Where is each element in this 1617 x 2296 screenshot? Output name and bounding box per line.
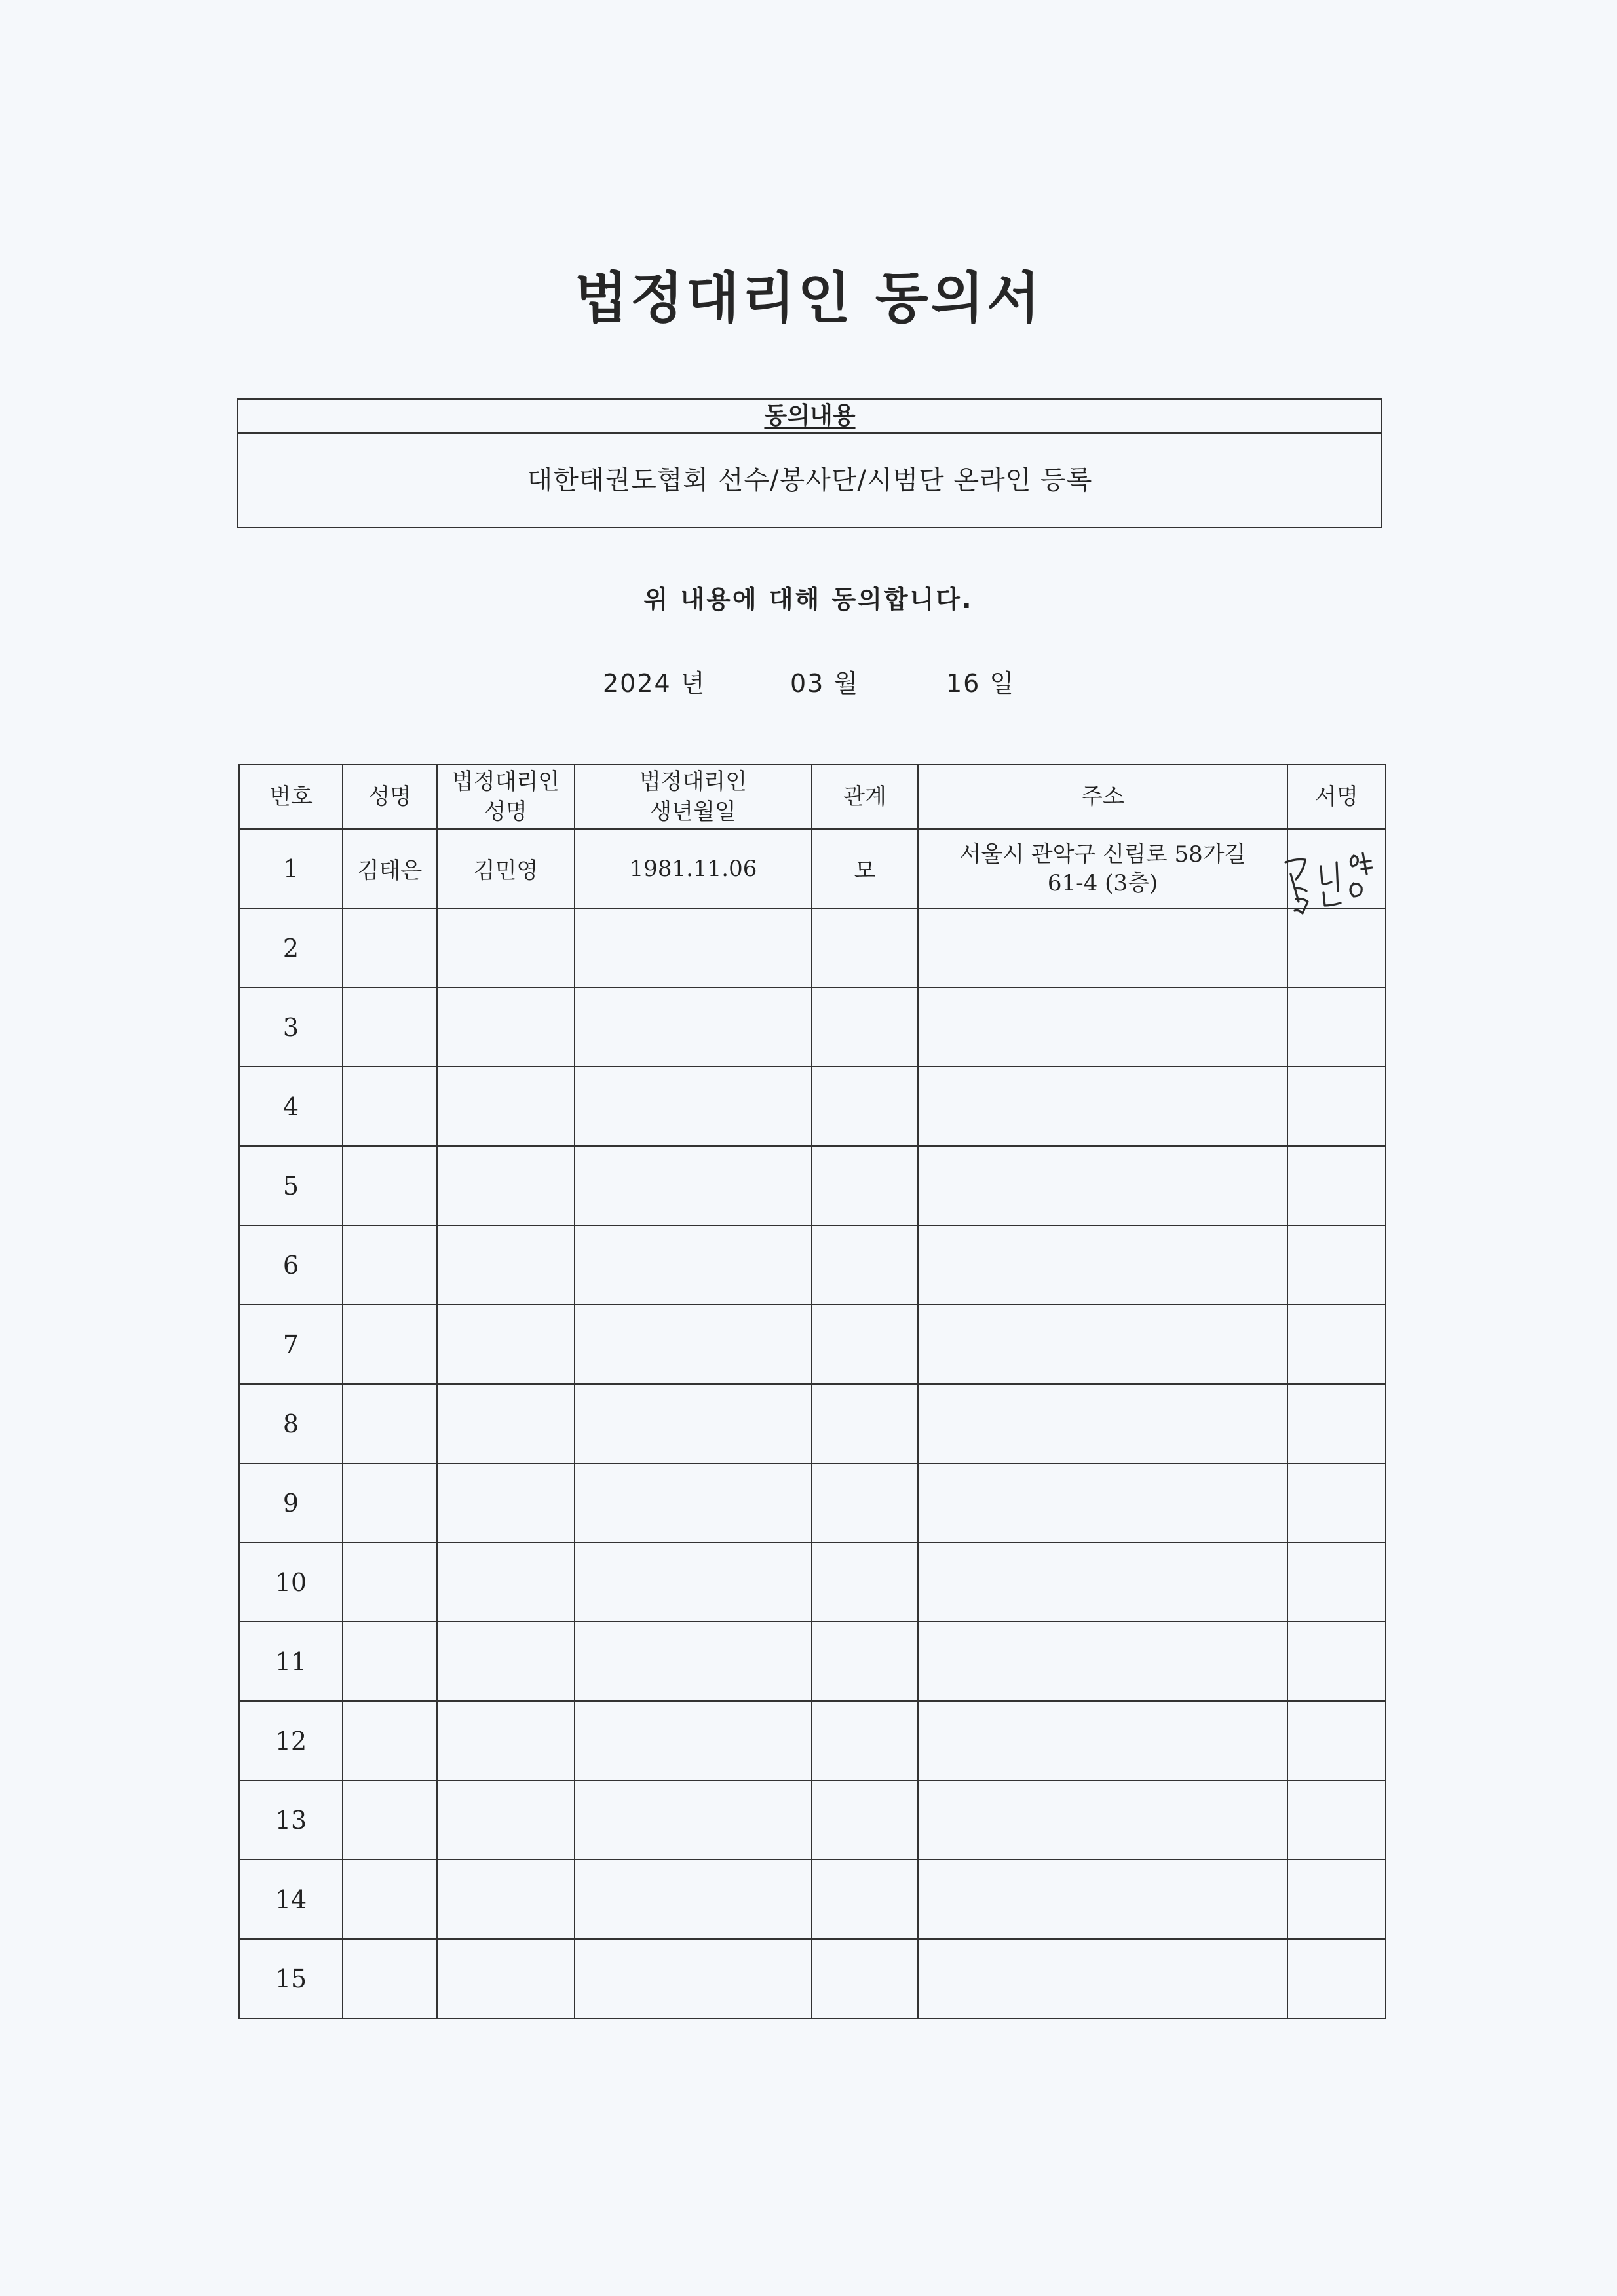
cell-no: 2 <box>239 908 343 987</box>
cell-guardian-name <box>437 1305 575 1384</box>
cell-relation <box>812 1463 918 1542</box>
cell-guardian-birth <box>575 1622 812 1701</box>
cell-name <box>343 987 437 1067</box>
cell-signature <box>1287 1067 1386 1146</box>
cell-no: 12 <box>239 1701 343 1780</box>
cell-guardian-birth <box>575 908 812 987</box>
cell-no: 9 <box>239 1463 343 1542</box>
cell-guardian-name <box>437 1067 575 1146</box>
table-row <box>239 1225 1386 1305</box>
cell-signature <box>1287 1860 1386 1939</box>
cell-signature <box>1287 1146 1386 1225</box>
cell-name <box>343 1146 437 1225</box>
cell-guardian-name <box>437 1463 575 1542</box>
table-row <box>239 1463 1386 1542</box>
cell-guardian-name: 김민영 <box>437 829 575 908</box>
header-guardian-name <box>437 765 575 829</box>
cell-guardian-name <box>437 1701 575 1780</box>
cell-name <box>343 1305 437 1384</box>
table-row <box>239 987 1386 1067</box>
cell-name: 김태은 <box>343 829 437 908</box>
cell-relation: 모 <box>812 829 918 908</box>
cell-relation <box>812 1542 918 1622</box>
cell-guardian-birth <box>575 1384 812 1463</box>
cell-name <box>343 1701 437 1780</box>
header-guardian-birth-line1: 법정대리인 <box>639 769 748 795</box>
cell-address <box>918 1860 1287 1939</box>
header-signature: 서명 <box>1287 765 1386 829</box>
cell-guardian-birth <box>575 1542 812 1622</box>
cell-name <box>343 1780 437 1860</box>
cell-relation <box>812 1780 918 1860</box>
date-month: 03 월 <box>790 669 860 698</box>
address-line: 서울시 관악구 신림로 58가길 <box>959 841 1246 868</box>
handwritten-signature <box>1276 836 1388 921</box>
cell-signature <box>1287 1384 1386 1463</box>
cell-relation <box>812 1305 918 1384</box>
cell-signature <box>1287 1542 1386 1622</box>
cell-guardian-name <box>437 1860 575 1939</box>
cell-guardian-name <box>437 1939 575 2018</box>
cell-guardian-birth: 1981.11.06 <box>575 829 812 908</box>
date-year: 2024 년 <box>603 669 706 698</box>
table-row <box>239 1067 1386 1146</box>
cell-signature <box>1287 987 1386 1067</box>
cell-address <box>918 1146 1287 1225</box>
cell-name <box>343 1860 437 1939</box>
cell-signature <box>1287 1780 1386 1860</box>
cell-guardian-birth <box>575 1305 812 1384</box>
cell-signature <box>1287 1622 1386 1701</box>
table-header-row <box>239 765 1386 829</box>
cell-relation <box>812 1225 918 1305</box>
table-row <box>239 1622 1386 1701</box>
cell-guardian-name <box>437 1542 575 1622</box>
address-line: 61-4 (3층) <box>1047 870 1158 896</box>
consent-header <box>238 400 1381 434</box>
cell-relation <box>812 1701 918 1780</box>
table-row <box>239 1860 1386 1939</box>
cell-no: 14 <box>239 1860 343 1939</box>
cell-no: 4 <box>239 1067 343 1146</box>
cell-address <box>918 829 1287 908</box>
cell-no: 6 <box>239 1225 343 1305</box>
cell-no: 5 <box>239 1146 343 1225</box>
cell-guardian-birth <box>575 1701 812 1780</box>
cell-no: 13 <box>239 1780 343 1860</box>
cell-relation <box>812 1939 918 2018</box>
table-row <box>239 1780 1386 1860</box>
cell-no: 1 <box>239 829 343 908</box>
cell-name <box>343 1542 437 1622</box>
header-guardian-birth <box>575 765 812 829</box>
table-row <box>239 1146 1386 1225</box>
cell-guardian-birth <box>575 1225 812 1305</box>
guardian-table <box>238 764 1386 2019</box>
table-row <box>239 908 1386 987</box>
cell-name <box>343 1622 437 1701</box>
date-day: 16 일 <box>946 669 1016 698</box>
cell-relation <box>812 987 918 1067</box>
cell-signature <box>1287 1939 1386 2018</box>
cell-guardian-birth <box>575 1067 812 1146</box>
table-row <box>239 1305 1386 1384</box>
cell-relation <box>812 1622 918 1701</box>
cell-name <box>343 908 437 987</box>
cell-guardian-name <box>437 1780 575 1860</box>
agreement-statement: 위 내용에 대해 동의합니다. <box>643 585 974 614</box>
cell-relation <box>812 908 918 987</box>
cell-relation <box>812 1146 918 1225</box>
cell-guardian-birth <box>575 1146 812 1225</box>
header-no: 번호 <box>239 765 343 829</box>
consent-body: 대한태권도협회 선수/봉사단/시범단 온라인 등록 <box>527 465 1093 495</box>
cell-guardian-name <box>437 1146 575 1225</box>
cell-guardian-name <box>437 1622 575 1701</box>
cell-address <box>918 1067 1287 1146</box>
cell-name <box>343 1384 437 1463</box>
cell-address <box>918 1305 1287 1384</box>
header-relation: 관계 <box>812 765 918 829</box>
consent-box <box>237 398 1382 528</box>
header-guardian-birth-line2: 생년월일 <box>650 799 736 825</box>
table-row <box>239 1939 1386 2018</box>
table-row <box>239 1701 1386 1780</box>
cell-no: 7 <box>239 1305 343 1384</box>
cell-relation <box>812 1384 918 1463</box>
cell-address <box>918 1780 1287 1860</box>
cell-relation <box>812 1067 918 1146</box>
consent-header-label: 동의내용 <box>764 402 856 429</box>
cell-address <box>918 1622 1287 1701</box>
cell-address <box>918 1701 1287 1780</box>
cell-signature <box>1287 1701 1386 1780</box>
cell-name <box>343 1939 437 2018</box>
cell-name <box>343 1225 437 1305</box>
cell-no: 3 <box>239 987 343 1067</box>
cell-address <box>918 908 1287 987</box>
cell-address <box>918 1542 1287 1622</box>
cell-guardian-name <box>437 1225 575 1305</box>
cell-address <box>918 987 1287 1067</box>
cell-guardian-birth <box>575 987 812 1067</box>
cell-guardian-birth <box>575 1463 812 1542</box>
table-row <box>239 1542 1386 1622</box>
cell-guardian-birth <box>575 1939 812 2018</box>
cell-name <box>343 1067 437 1146</box>
cell-no: 8 <box>239 1384 343 1463</box>
cell-no: 10 <box>239 1542 343 1622</box>
cell-name <box>343 1463 437 1542</box>
table-row <box>239 829 1386 908</box>
cell-guardian-birth <box>575 1860 812 1939</box>
header-guardian-name-line1: 법정대리인 <box>451 769 560 795</box>
cell-address <box>918 1384 1287 1463</box>
cell-no: 15 <box>239 1939 343 2018</box>
cell-guardian-name <box>437 987 575 1067</box>
cell-address <box>918 1939 1287 2018</box>
cell-address <box>918 1225 1287 1305</box>
cell-guardian-name <box>437 1384 575 1463</box>
cell-signature <box>1287 1463 1386 1542</box>
header-guardian-name-line2: 성명 <box>484 799 527 825</box>
cell-signature <box>1287 1225 1386 1305</box>
cell-guardian-name <box>437 908 575 987</box>
cell-signature <box>1287 1305 1386 1384</box>
cell-no: 11 <box>239 1622 343 1701</box>
header-name: 성명 <box>343 765 437 829</box>
cell-guardian-birth <box>575 1780 812 1860</box>
cell-relation <box>812 1860 918 1939</box>
cell-address <box>918 1463 1287 1542</box>
table-row <box>239 1384 1386 1463</box>
header-address: 주소 <box>918 765 1287 829</box>
document-title: 법정대리인 동의서 <box>574 266 1043 330</box>
